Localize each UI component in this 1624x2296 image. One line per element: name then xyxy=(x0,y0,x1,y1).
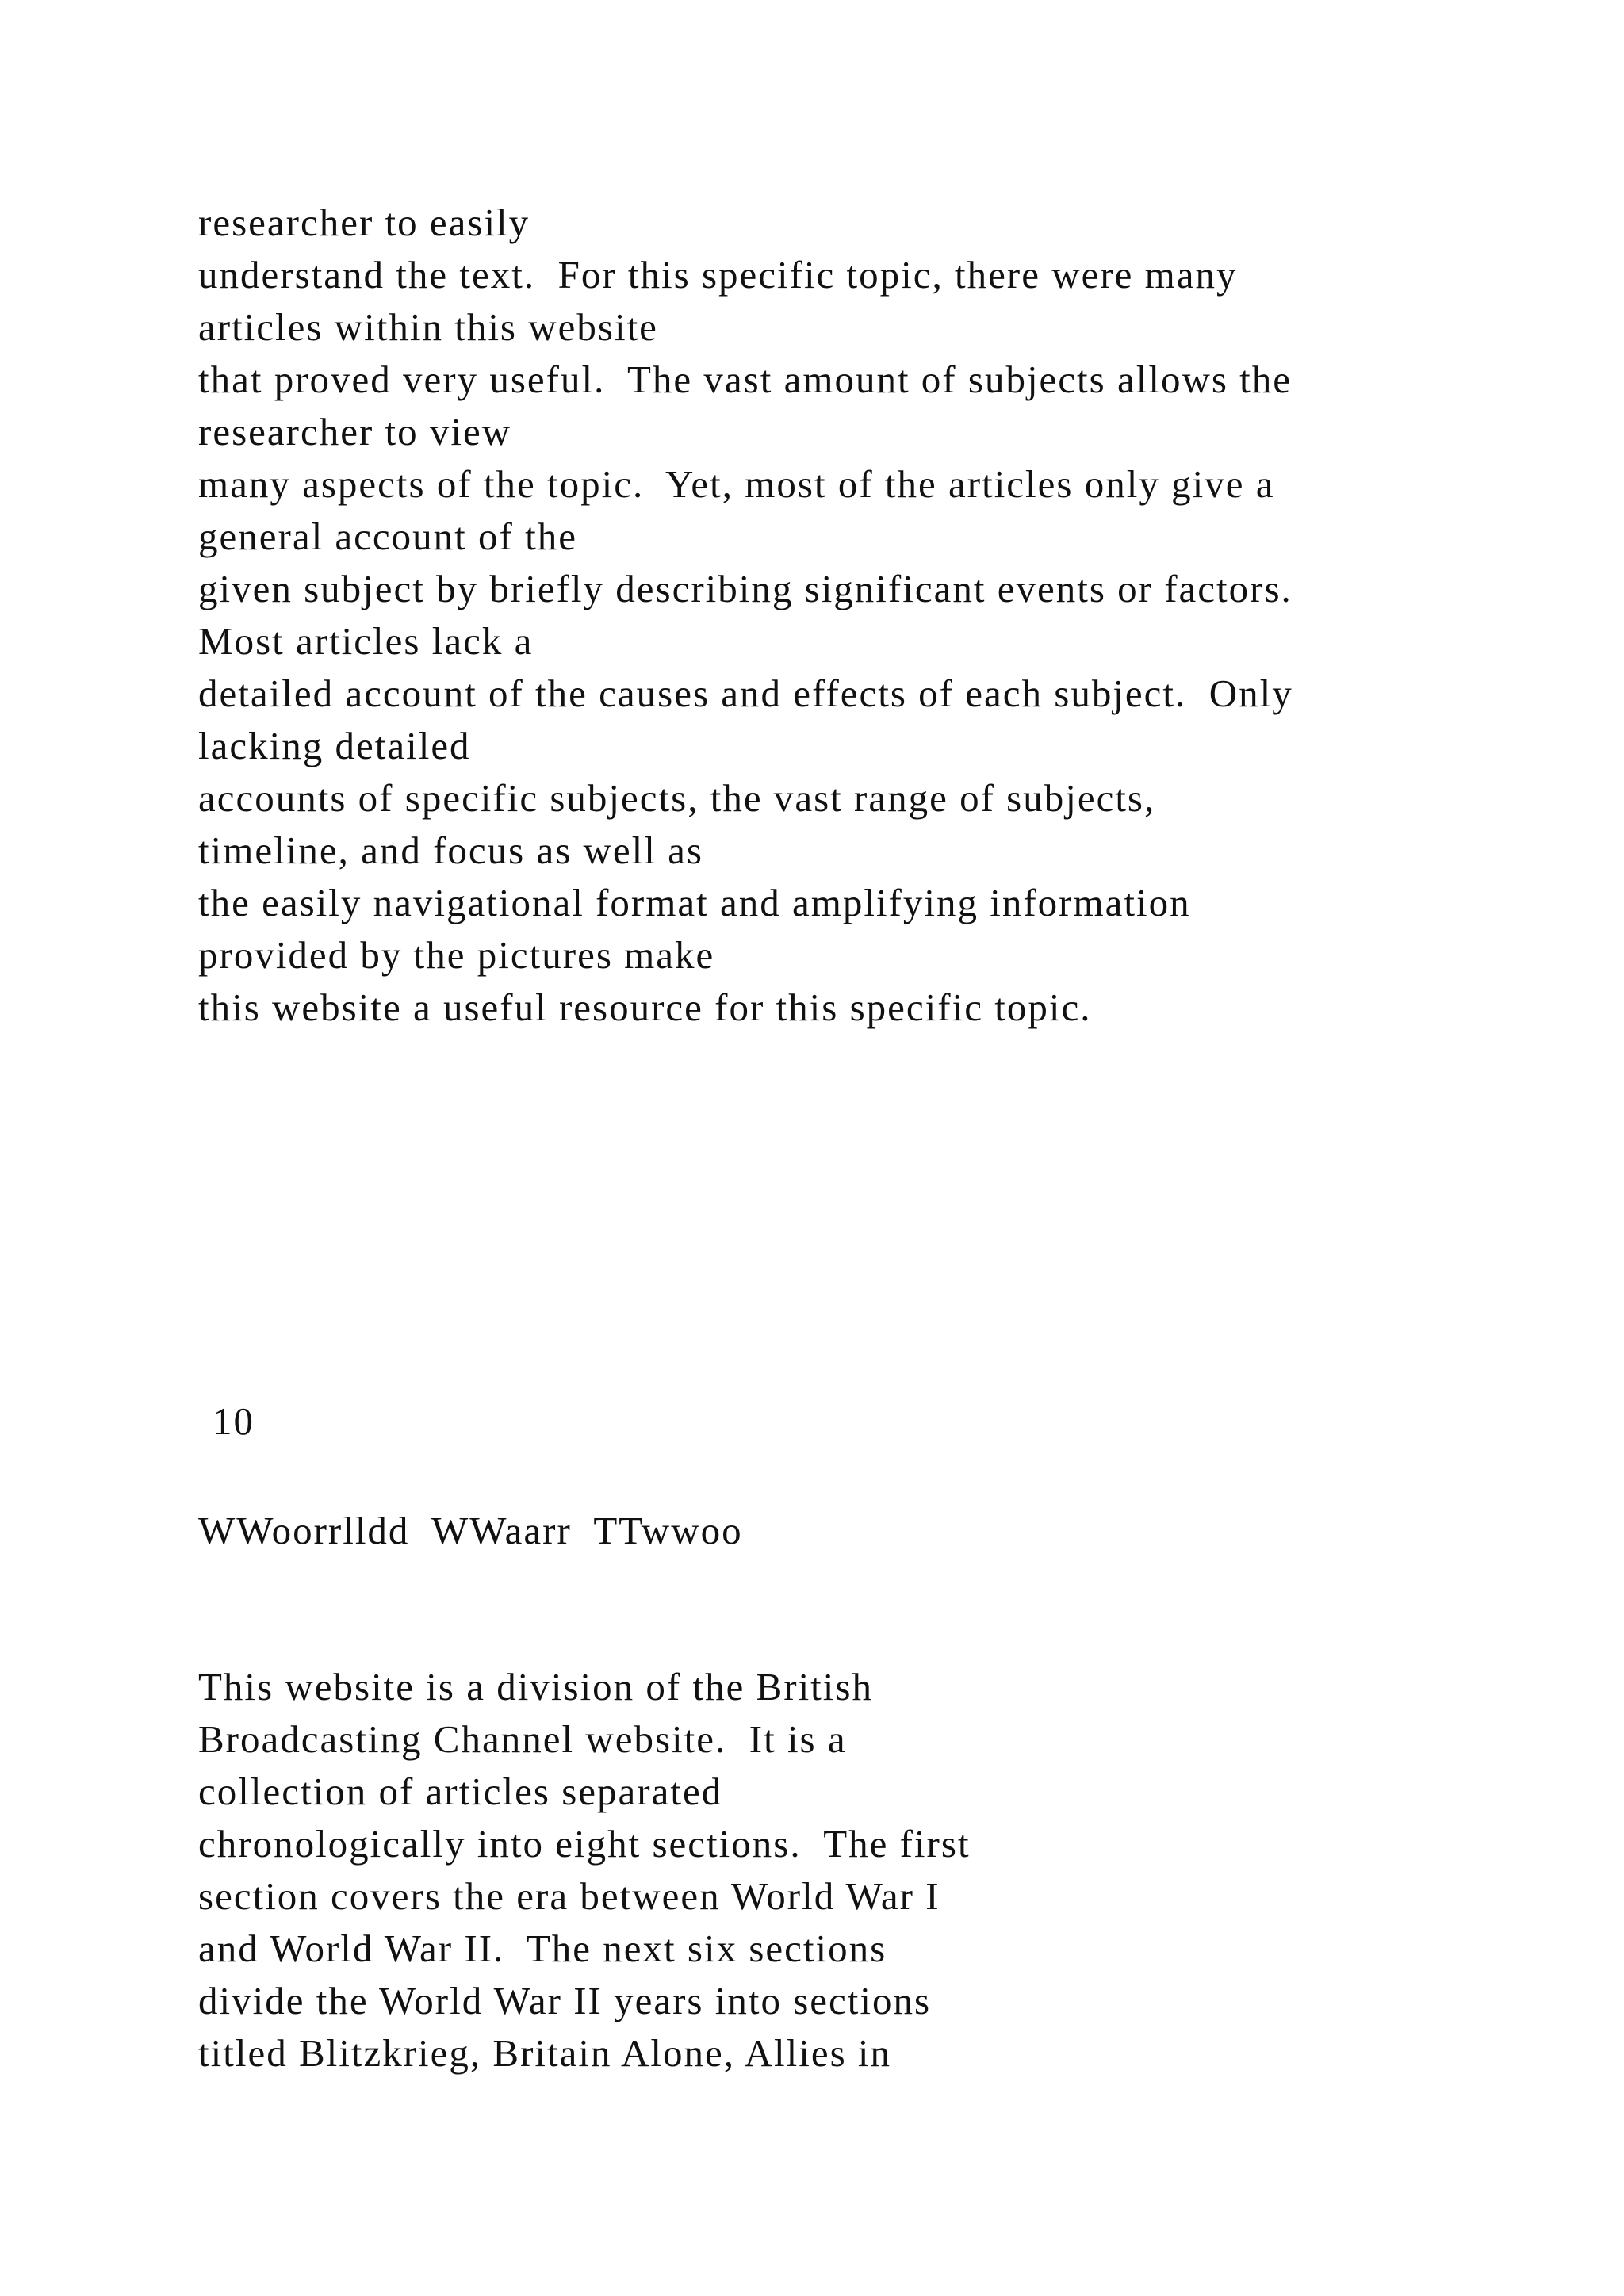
text-line: and World War II. The next six sections xyxy=(198,1927,887,1970)
text-line: Most articles lack a xyxy=(198,619,534,663)
text-line: lacking detailed xyxy=(198,724,471,767)
page-number xyxy=(213,1395,255,1448)
text-line: accounts of specific subjects, the vast range of subjects, xyxy=(198,776,1156,820)
text-line: many aspects of the topic. Yet, most of the articles only give a xyxy=(198,462,1275,506)
text-line: articles within this website xyxy=(198,305,658,349)
text-line: that proved very useful. The vast amount of subjects allows the xyxy=(198,358,1293,401)
text-line: section covers the era between World War I xyxy=(198,1874,940,1918)
text-line: chronologically into eight sections. The first xyxy=(198,1822,971,1866)
text-line: researcher to easily xyxy=(198,201,530,244)
text-line: detailed account of the causes and effects of each subject. Only xyxy=(198,672,1293,715)
text-line: provided by the pictures make xyxy=(198,933,715,977)
paragraph-top xyxy=(198,197,1293,1034)
page-number-text: 10 xyxy=(213,1399,255,1443)
text-line: divide the World War II years into sections xyxy=(198,1979,932,2022)
text-line: general account of the xyxy=(198,515,577,558)
section-heading xyxy=(198,1505,743,1557)
text-line: Broadcasting Channel website. It is a xyxy=(198,1717,847,1761)
paragraph-bottom xyxy=(198,1661,971,2080)
text-line: This website is a division of the British xyxy=(198,1665,873,1709)
text-line: collection of articles separated xyxy=(198,1770,723,1813)
text-line: timeline, and focus as well as xyxy=(198,828,703,872)
text-line: titled Blitzkrieg, Britain Alone, Allies in xyxy=(198,2031,891,2075)
text-line: this website a useful resource for this specific topic. xyxy=(198,985,1092,1029)
text-line: researcher to view xyxy=(198,410,512,453)
text-line: understand the text. For this specific topic, there were many xyxy=(198,253,1238,297)
section-heading-text: WWoorrlldd WWaarr TTwwoo xyxy=(198,1509,743,1552)
text-line: the easily navigational format and amplifying information xyxy=(198,881,1191,924)
text-line: given subject by briefly describing significant events or factors. xyxy=(198,567,1293,610)
